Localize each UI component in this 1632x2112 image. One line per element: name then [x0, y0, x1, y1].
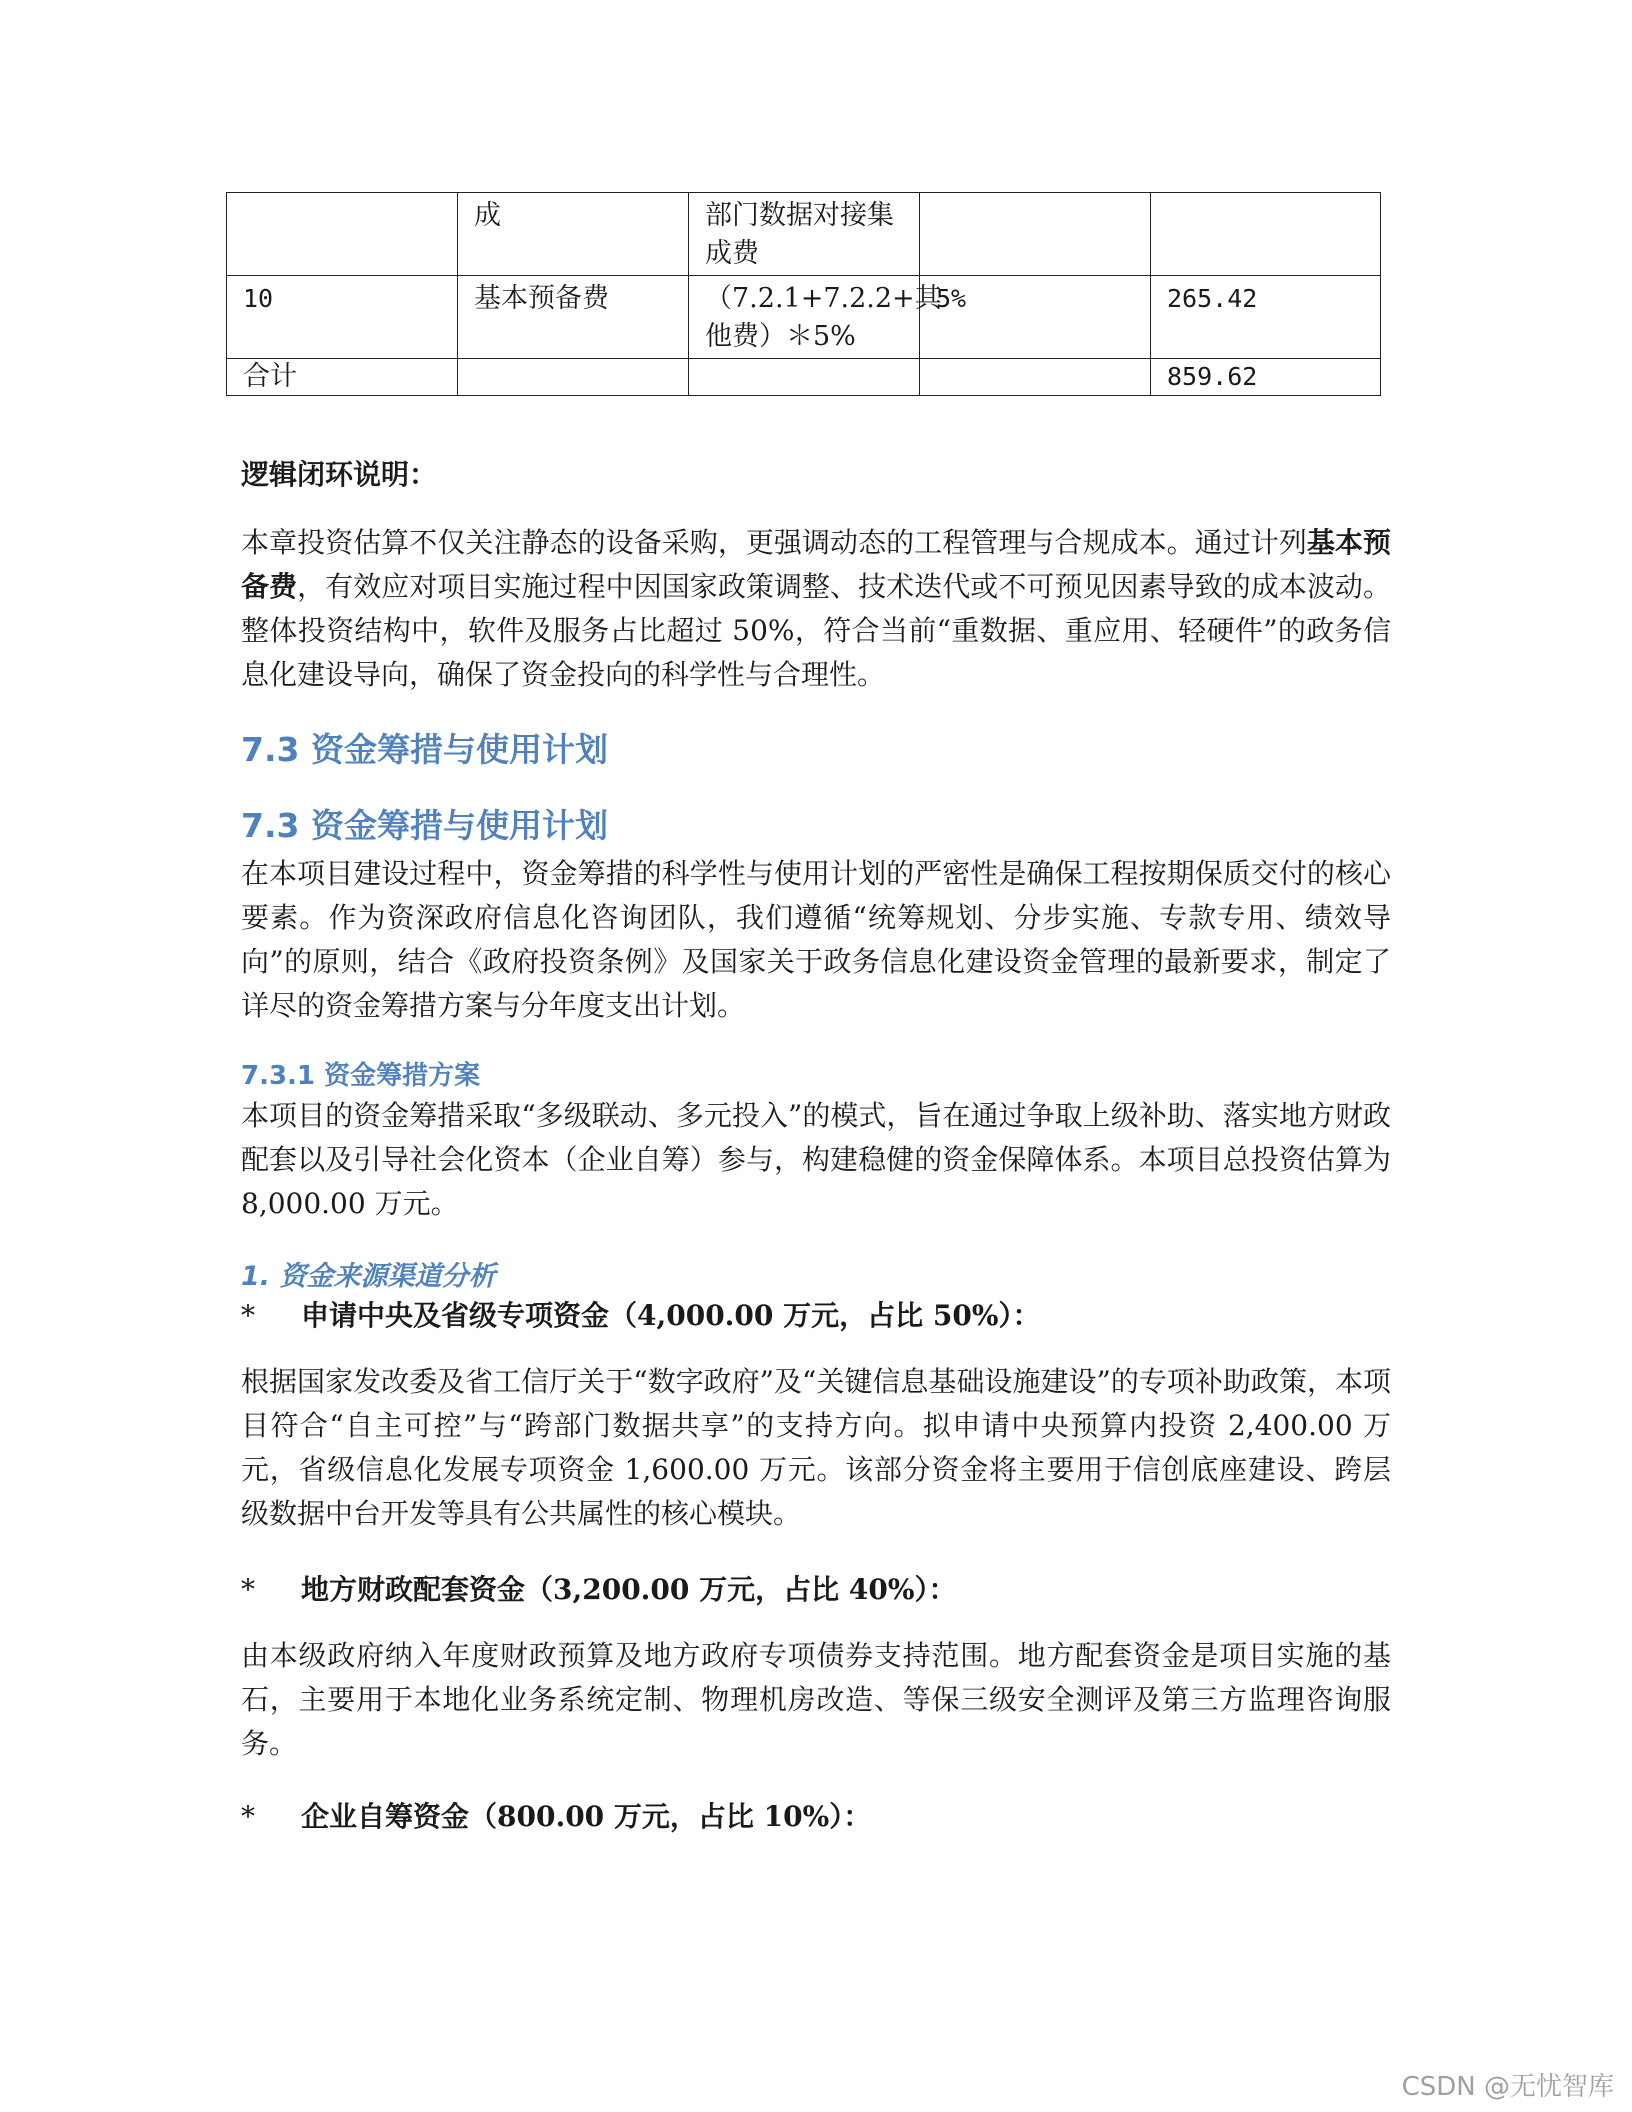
table-cell: 10	[227, 276, 458, 359]
table-cell	[920, 359, 1151, 396]
table-cell: 265.42	[1151, 276, 1381, 359]
bullet-title: 申请中央及省级专项资金（4,000.00 万元，占比 50%）：	[301, 1299, 1041, 1332]
bullet-title: 地方财政配套资金（3,200.00 万元，占比 40%）：	[301, 1573, 957, 1606]
table-row	[227, 276, 1381, 359]
bullet-mark: *	[241, 1800, 255, 1833]
bullet-body: 由本级政府纳入年度财政预算及地方政府专项债券支持范围。地方配套资金是项目实施的基石，主要用于本地化业务系统定制、物理机房改造、等保三级安全测评及第三方监理咨询服务。	[241, 1639, 1391, 1760]
table-cell	[458, 359, 689, 396]
table-row	[227, 193, 1381, 276]
table-cell	[689, 359, 920, 396]
subsection-heading: 7.3.1 资金筹措方案	[241, 1061, 481, 1091]
table-cell: 成	[458, 193, 689, 276]
bullet-title: 企业自筹资金（800.00 万元，占比 10%）：	[301, 1800, 872, 1833]
bullet-item	[241, 1795, 871, 1839]
table-cell	[227, 193, 458, 276]
bullet-mark: *	[241, 1299, 255, 1332]
table-row	[227, 359, 1381, 396]
bullet-mark: *	[241, 1573, 255, 1606]
section-intro-paragraph: 在本项目建设过程中，资金筹措的科学性与使用计划的严密性是确保工程按期保质交付的核心要素。作为资深政府信息化咨询团队，我们遵循“统筹规划、分步实施、专款专用、绩效导向”的原则，结合《政府投资条例》及国家关于政务信息化建设资金管理的最新要求，制定了详尽的资金筹措方案与分年度支出计划。	[241, 857, 1391, 1022]
table-cell: 合计	[227, 359, 458, 396]
table-cell: 基本预备费	[458, 276, 689, 359]
table-cell: 859.62	[1151, 359, 1381, 396]
section-heading: 7.3 资金筹措与使用计划	[241, 730, 608, 769]
closure-paragraph	[241, 521, 1391, 697]
table-cell	[1151, 193, 1381, 276]
bullet-item	[241, 1294, 1040, 1338]
csdn-watermark: CSDN @无忧智库	[1401, 2072, 1614, 2102]
closure-text-part: ，有效应对项目实施过程中因国家政策调整、技术迭代或不可预见因素导致的成本波动。整体投资结构中，软件及服务占比超过 50%，符合当前“重数据、重应用、轻硬件”的政务信息化建设导向，确保了资金投向的科学性与合理性。	[241, 570, 1391, 691]
closure-heading: 逻辑闭环说明：	[241, 458, 438, 491]
closure-bold-term: 基本预备费	[241, 526, 1391, 603]
closure-text-part: 本章投资估算不仅关注静态的设备采购，更强调动态的工程管理与合规成本。通过计列	[241, 526, 1307, 559]
table-cell: （7.2.1+7.2.2+其他费）＊5%	[689, 276, 920, 359]
investment-table	[226, 192, 1381, 396]
subsection-intro-paragraph: 本项目的资金筹措采取“多级联动、多元投入”的模式，旨在通过争取上级补助、落实地方财政配套以及引导社会化资本（企业自筹）参与，构建稳健的资金保障体系。本项目总投资估算为 8,000.00 万元。	[241, 1099, 1391, 1220]
bullet-body: 根据国家发改委及省工信厅关于“数字政府”及“关键信息基础设施建设”的专项补助政策，本项目符合“自主可控”与“跨部门数据共享”的支持方向。拟申请中央预算内投资 2,400.00 万元，省级信息化发展专项资金 1,600.00 万元。该部分资金将主要用于信创底座建设、跨层级数据中台开发等具有公共属性的核心模块。	[241, 1365, 1391, 1530]
table-cell: 5%	[920, 276, 1151, 359]
funding-source-heading: 1. 资金来源渠道分析	[241, 1261, 496, 1292]
section-heading: 7.3 资金筹措与使用计划	[241, 806, 608, 845]
bullet-item	[241, 1568, 956, 1612]
table-cell	[920, 193, 1151, 276]
table-cell: 部门数据对接集成费	[689, 193, 920, 276]
